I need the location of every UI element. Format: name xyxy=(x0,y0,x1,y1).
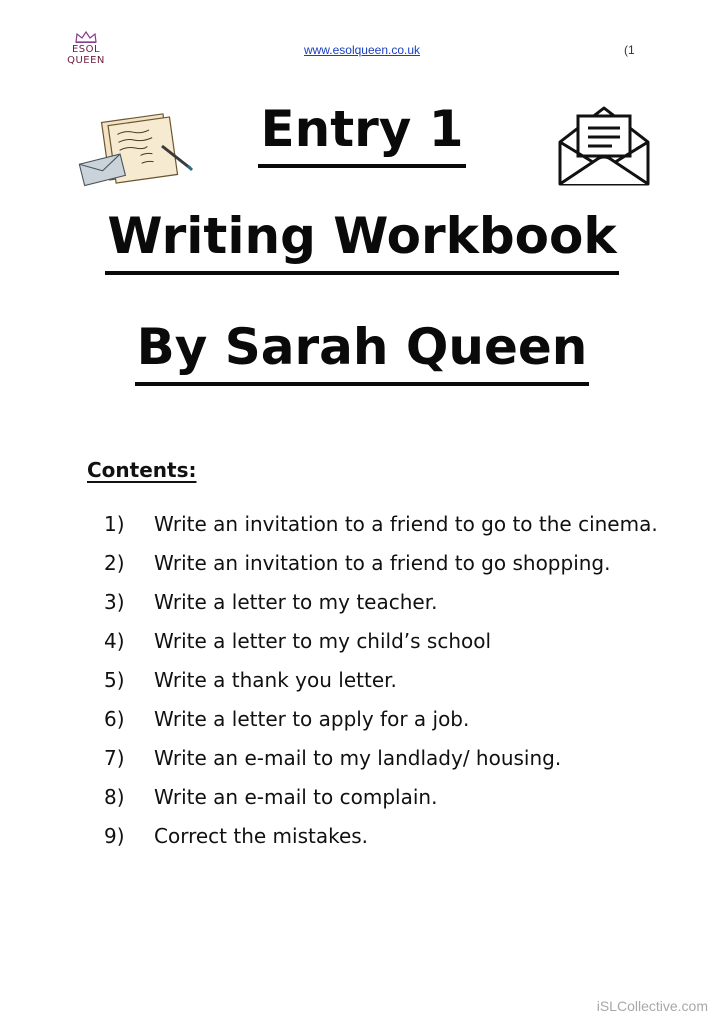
list-item: 3) Write a letter to my teacher. xyxy=(104,590,438,614)
list-item: 5) Write a thank you letter. xyxy=(104,668,397,692)
logo-text: ESOL QUEEN xyxy=(67,44,105,66)
title-workbook: Writing Workbook xyxy=(0,207,724,265)
list-item: 9) Correct the mistakes. xyxy=(104,824,369,848)
website-link[interactable]: www.esolqueen.co.uk xyxy=(303,43,421,57)
list-item: 6) Write a letter to apply for a job. xyxy=(104,707,470,731)
contents-list xyxy=(104,505,664,856)
watermark: iSLCollective.com xyxy=(596,998,708,1014)
list-item: 2) Write an invitation to a friend to go shopping. xyxy=(104,551,611,575)
list-item: 1) Write an invitation to a friend to go to the cinema. xyxy=(104,512,658,536)
list-item: 7) Write an e-mail to my landlady/ housing. xyxy=(104,746,562,770)
crown-icon xyxy=(74,30,98,44)
title-author: By Sarah Queen xyxy=(0,318,724,376)
contents-heading: Contents: xyxy=(87,458,197,482)
list-item: 4) Write a letter to my child’s school xyxy=(104,629,492,653)
page-number: (1 xyxy=(624,43,635,57)
title-entry: Entry 1 xyxy=(0,100,724,158)
list-item: 8) Write an e-mail to complain. xyxy=(104,785,438,809)
